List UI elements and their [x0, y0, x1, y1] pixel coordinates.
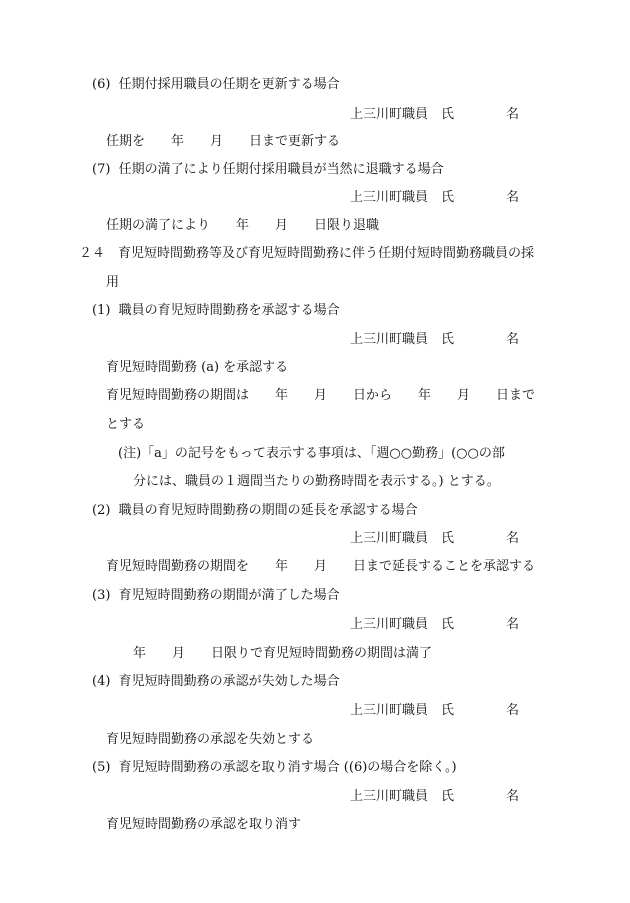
s7-heading: (7) 任期の満了により任期付採用職員が当然に退職する場合	[92, 162, 444, 177]
s7-signature: 上三川町職員 氏 名	[350, 190, 520, 205]
s24-heading-cont: 用	[106, 275, 120, 290]
s24-4-signature: 上三川町職員 氏 名	[350, 703, 520, 718]
s24-1-signature: 上三川町職員 氏 名	[350, 332, 520, 347]
s24-1-period-cont: とする	[106, 417, 146, 432]
s24-heading: ２４ 育児短時間勤務等及び育児短時間勤務に伴う任期付短時間勤務職員の採	[79, 246, 535, 261]
s7-body: 任期の満了により 年 月 日限り退職	[106, 218, 380, 233]
s24-3-signature: 上三川町職員 氏 名	[350, 617, 520, 632]
s24-2-heading: (2) 職員の育児短時間勤務の期間の延長を承認する場合	[92, 503, 418, 518]
s24-1-period: 育児短時間勤務の期間は 年 月 日から 年 月 日まで	[106, 388, 536, 403]
s6-heading: (6) 任期付採用職員の任期を更新する場合	[92, 77, 340, 92]
s24-2-signature: 上三川町職員 氏 名	[350, 531, 520, 546]
s24-3-heading: (3) 育児短時間勤務の期間が満了した場合	[92, 588, 340, 603]
s24-4-body: 育児短時間勤務の承認を失効とする	[106, 732, 315, 747]
s6-signature: 上三川町職員 氏 名	[350, 107, 520, 122]
s24-1-heading: (1) 職員の育児短時間勤務を承認する場合	[92, 303, 340, 318]
s24-1-note-cont: 分には、職員の１週間当たりの勤務時間を表示する。) とする。	[133, 474, 500, 489]
s24-5-heading: (5) 育児短時間勤務の承認を取り消す場合 ((6)の場合を除く。)	[92, 760, 457, 775]
s24-5-signature: 上三川町職員 氏 名	[350, 789, 520, 804]
s24-1-note: (注)「a」の記号をもって表示する事項は、「週○○勤務」(○○の部	[118, 446, 505, 461]
s24-3-body: 年 月 日限りで育児短時間勤務の期間は満了	[133, 646, 433, 661]
s24-5-body: 育児短時間勤務の承認を取り消す	[106, 817, 302, 832]
s6-body: 任期を 年 月 日まで更新する	[106, 134, 341, 149]
s24-4-heading: (4) 育児短時間勤務の承認が失効した場合	[92, 674, 340, 689]
s24-1-body: 育児短時間勤務 (a) を承認する	[106, 360, 289, 375]
s24-2-body: 育児短時間勤務の期間を 年 月 日まで延長することを承認する	[106, 559, 536, 574]
